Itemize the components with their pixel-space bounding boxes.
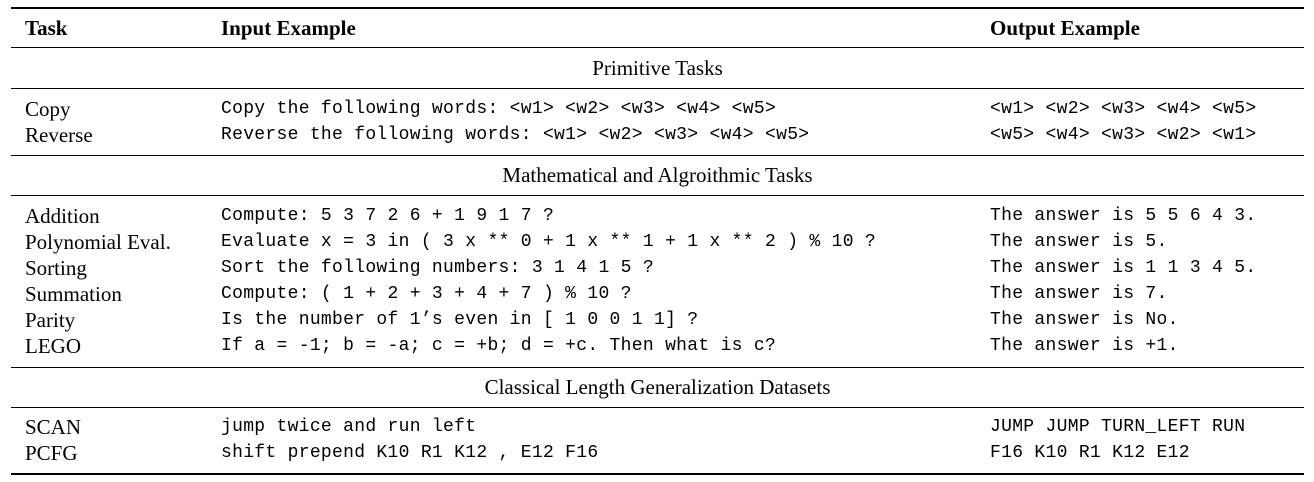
row-input: Copy the following words: <w1> <w2> <w3> <w4> <w5>: [221, 99, 777, 119]
row-input: Compute: ( 1 + 2 + 3 + 4 + 7 ) % 10 ?: [221, 284, 632, 304]
row-input: shift prepend K10 R1 K12 , E12 F16: [221, 443, 599, 463]
section-title-math: Mathematical and Algroithmic Tasks: [502, 163, 813, 187]
row-input: If a = -1; b = -a; c = +b; d = +c. Then what is c?: [221, 336, 777, 356]
row-output: <w1> <w2> <w3> <w4> <w5>: [990, 99, 1257, 119]
row-task: Polynomial Eval.: [25, 230, 171, 254]
clipped-caption-remnant: [440, 0, 870, 3]
row-output: The answer is No.: [990, 310, 1179, 330]
row-task: Copy: [25, 97, 71, 121]
row-input: Reverse the following words: <w1> <w2> <w3> <w4> <w5>: [221, 125, 810, 145]
row-task: Summation: [25, 282, 122, 306]
header-task: Task: [25, 16, 68, 40]
row-task: Addition: [25, 204, 100, 228]
row-output: The answer is 5 5 6 4 3.: [990, 206, 1257, 226]
header-input-example: Input Example: [221, 16, 356, 40]
row-output: The answer is 5.: [990, 232, 1168, 252]
row-output: The answer is 1 1 3 4 5.: [990, 258, 1257, 278]
section-rule: [11, 407, 1304, 408]
row-task: Reverse: [25, 123, 93, 147]
row-output: JUMP JUMP TURN_LEFT RUN: [990, 417, 1246, 437]
row-input: Is the number of 1’s even in [ 1 0 0 1 1] ?: [221, 310, 699, 330]
row-input: jump twice and run left: [221, 417, 477, 437]
row-output: <w5> <w4> <w3> <w2> <w1>: [990, 125, 1257, 145]
row-task: Sorting: [25, 256, 87, 280]
header-rule: [11, 47, 1304, 48]
header-output-example: Output Example: [990, 16, 1140, 40]
row-input: Sort the following numbers: 3 1 4 1 5 ?: [221, 258, 654, 278]
row-output: The answer is +1.: [990, 336, 1179, 356]
table-bottom-rule: [11, 473, 1304, 475]
caption-descenders: [440, 0, 870, 3]
row-task: Parity: [25, 308, 76, 332]
section-rule: [11, 88, 1304, 89]
section-title-primitive: Primitive Tasks: [592, 56, 723, 80]
row-task: LEGO: [25, 334, 81, 358]
row-task: SCAN: [25, 415, 82, 439]
row-input: Compute: 5 3 7 2 6 + 1 9 1 7 ?: [221, 206, 555, 226]
row-input: Evaluate x = 3 in ( 3 x ** 0 + 1 x ** 1 + 1 x ** 2 ) % 10 ?: [221, 232, 877, 252]
row-output: The answer is 7.: [990, 284, 1168, 304]
section-rule: [11, 367, 1304, 368]
section-rule: [11, 155, 1304, 156]
section-title-classical: Classical Length Generalization Datasets: [484, 375, 831, 399]
row-output: F16 K10 R1 K12 E12: [990, 443, 1190, 463]
section-rule: [11, 195, 1304, 196]
row-task: PCFG: [25, 441, 78, 465]
table-top-rule: [11, 7, 1304, 9]
